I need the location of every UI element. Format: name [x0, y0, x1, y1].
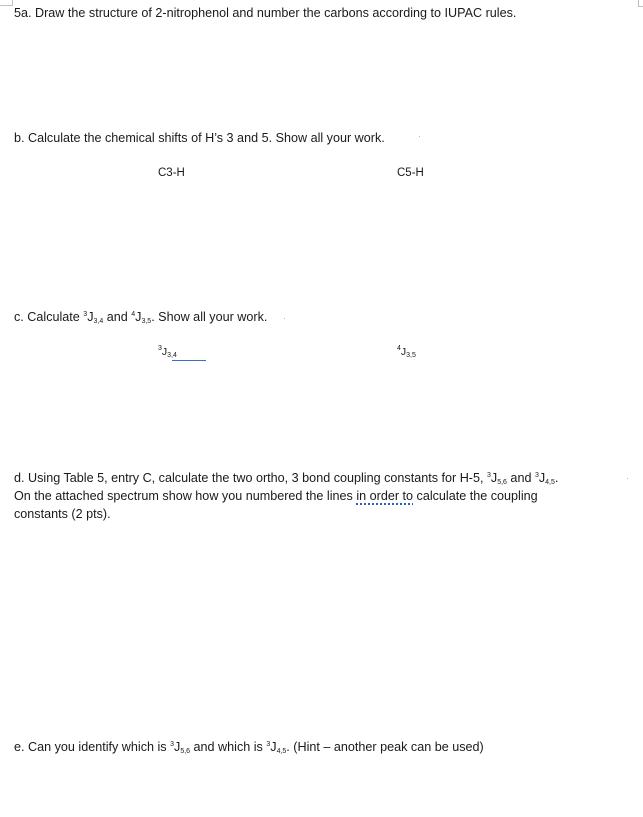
question-5a: 5a. Draw the structure of 2-nitrophenol and number the carbons according to IUPAC rules.	[14, 6, 517, 20]
formatting-mark	[284, 318, 285, 319]
question-5b: b. Calculate the chemical shifts of H’s 3 and 5. Show all your work.	[14, 131, 385, 145]
label-4j35: $^4J_{3,5}$	[397, 345, 416, 359]
question-5d-line-1: d. Using Table 5, entry C, calculate the two ortho, 3 bond coupling constants for H-5, $^3J_{5,6}$ and $^3J_{4,5}$.	[14, 471, 559, 486]
page-corner-mark-right	[638, 0, 643, 7]
label-c3-h: C3-H	[158, 167, 185, 179]
label-3j34: $^3J_{3,4}$	[158, 345, 177, 359]
grammar-flag[interactable]: in order to	[356, 489, 414, 503]
question-5d-line-3: constants (2 pts).	[14, 507, 111, 521]
formatting-mark	[627, 478, 628, 479]
question-5d	[14, 469, 634, 523]
label-c5-h: C5-H	[397, 167, 424, 179]
formatting-mark	[419, 136, 420, 137]
question-5c: c. Calculate $^3J_{3,4}$ and $^4J_{3,5}$. Show all your work.	[14, 310, 268, 325]
spellcheck-underline	[172, 360, 206, 361]
question-5d-line-2: On the attached spectrum show how you numbered the lines in order to calculate the coupling	[14, 489, 538, 503]
question-5e: e. Can you identify which is $^3J_{5,6}$ and which is $^3J_{4,5}$. (Hint – another peak can be used)	[14, 740, 484, 755]
page-corner-mark-left	[0, 0, 13, 6]
